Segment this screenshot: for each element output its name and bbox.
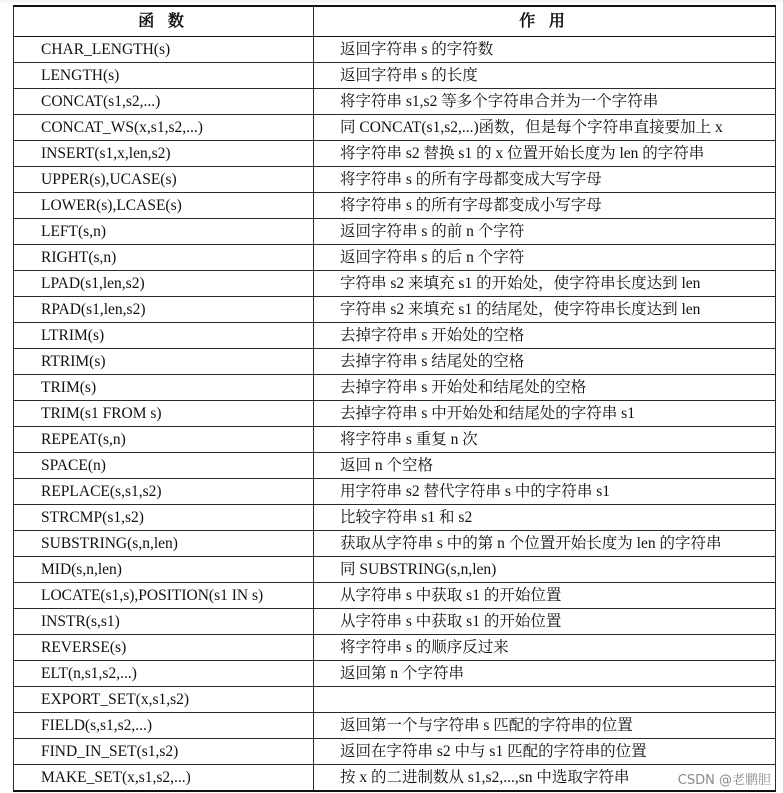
table-body [14,37,776,792]
purpose-cell: 去掉字符串 s 结尾处的空格 [314,349,776,375]
function-cell: SPACE(n) [14,453,314,479]
table-header [14,6,776,37]
function-cell: LOCATE(s1,s),POSITION(s1 IN s) [14,583,314,609]
purpose-cell: 返回字符串 s 的字符数 [314,37,776,63]
function-cell: CONCAT(s1,s2,...) [14,89,314,115]
header-row [14,6,776,37]
table-row [14,141,776,167]
function-cell: UPPER(s),UCASE(s) [14,167,314,193]
function-cell: EXPORT_SET(x,s1,s2) [14,687,314,713]
function-cell: RPAD(s1,len,s2) [14,297,314,323]
table-row [14,401,776,427]
table-row [14,427,776,453]
function-cell: INSTR(s,s1) [14,609,314,635]
purpose-cell: 从字符串 s 中获取 s1 的开始位置 [314,609,776,635]
table-row [14,739,776,765]
table-row [14,63,776,89]
purpose-cell: 比较字符串 s1 和 s2 [314,505,776,531]
purpose-cell: 返回第 n 个字符串 [314,661,776,687]
header-purpose: 作 用 [314,6,776,37]
table-row [14,765,776,792]
purpose-cell: 返回 n 个空格 [314,453,776,479]
purpose-cell: 字符串 s2 来填充 s1 的结尾处，使字符串长度达到 len [314,297,776,323]
function-cell: LEFT(s,n) [14,219,314,245]
function-cell: INSERT(s1,x,len,s2) [14,141,314,167]
table-row [14,271,776,297]
function-cell: REPLACE(s,s1,s2) [14,479,314,505]
purpose-cell: 返回字符串 s 的长度 [314,63,776,89]
watermark-text: CSDN @老鹏胆 [676,769,773,788]
purpose-cell: 去掉字符串 s 中开始处和结尾处的字符串 s1 [314,401,776,427]
table-row [14,635,776,661]
purpose-cell: 同 CONCAT(s1,s2,...)函数，但是每个字符串直接要加上 x [314,115,776,141]
purpose-cell: 同 SUBSTRING(s,n,len) [314,557,776,583]
table-row [14,375,776,401]
purpose-cell: 将字符串 s 的顺序反过来 [314,635,776,661]
purpose-cell: 返回字符串 s 的后 n 个字符 [314,245,776,271]
header-function: 函 数 [14,6,314,37]
table-row [14,479,776,505]
purpose-cell: 返回字符串 s 的前 n 个字符 [314,219,776,245]
purpose-cell: 将字符串 s 的所有字母都变成大写字母 [314,167,776,193]
function-cell: LOWER(s),LCASE(s) [14,193,314,219]
function-cell: TRIM(s1 FROM s) [14,401,314,427]
function-cell: TRIM(s) [14,375,314,401]
purpose-cell: 将字符串 s1,s2 等多个字符串合并为一个字符串 [314,89,776,115]
function-cell: STRCMP(s1,s2) [14,505,314,531]
purpose-cell: 将字符串 s 的所有字母都变成小写字母 [314,193,776,219]
table-row [14,713,776,739]
function-cell: FIELD(s,s1,s2,...) [14,713,314,739]
purpose-cell: 去掉字符串 s 开始处和结尾处的空格 [314,375,776,401]
function-cell: FIND_IN_SET(s1,s2) [14,739,314,765]
table-row [14,193,776,219]
function-cell: REVERSE(s) [14,635,314,661]
table-row [14,323,776,349]
function-cell: LENGTH(s) [14,63,314,89]
function-cell: MID(s,n,len) [14,557,314,583]
string-function-table [13,5,776,792]
purpose-cell: 去掉字符串 s 开始处的空格 [314,323,776,349]
function-cell: SUBSTRING(s,n,len) [14,531,314,557]
function-cell: REPEAT(s,n) [14,427,314,453]
purpose-cell: 将字符串 s2 替换 s1 的 x 位置开始长度为 len 的字符串 [314,141,776,167]
table-row [14,245,776,271]
table-row [14,219,776,245]
purpose-cell: 从字符串 s 中获取 s1 的开始位置 [314,583,776,609]
function-cell: RIGHT(s,n) [14,245,314,271]
purpose-cell: 获取从字符串 s 中的第 n 个位置开始长度为 len 的字符串 [314,531,776,557]
purpose-cell: 返回第一个与字符串 s 匹配的字符串的位置 [314,713,776,739]
table-row [14,505,776,531]
table-row [14,583,776,609]
table-row [14,297,776,323]
table-row [14,609,776,635]
function-cell: LPAD(s1,len,s2) [14,271,314,297]
table-row [14,687,776,713]
function-cell: CHAR_LENGTH(s) [14,37,314,63]
function-cell: ELT(n,s1,s2,...) [14,661,314,687]
table-row [14,37,776,63]
function-cell: RTRIM(s) [14,349,314,375]
table-row [14,531,776,557]
purpose-cell: 按 x 的二进制数从 s1,s2,...,sn 中选取字符串 [314,765,776,792]
function-cell: MAKE_SET(x,s1,s2,...) [14,765,314,792]
table-row [14,453,776,479]
purpose-cell: 将字符串 s 重复 n 次 [314,427,776,453]
table-row [14,167,776,193]
function-cell: CONCAT_WS(x,s1,s2,...) [14,115,314,141]
purpose-cell: 字符串 s2 来填充 s1 的开始处，使字符串长度达到 len [314,271,776,297]
table-row [14,115,776,141]
purpose-cell: 返回在字符串 s2 中与 s1 匹配的字符串的位置 [314,739,776,765]
purpose-cell [314,687,776,713]
purpose-cell: 用字符串 s2 替代字符串 s 中的字符串 s1 [314,479,776,505]
function-cell: LTRIM(s) [14,323,314,349]
table-row [14,661,776,687]
table-row [14,349,776,375]
table-row [14,557,776,583]
table-row [14,89,776,115]
